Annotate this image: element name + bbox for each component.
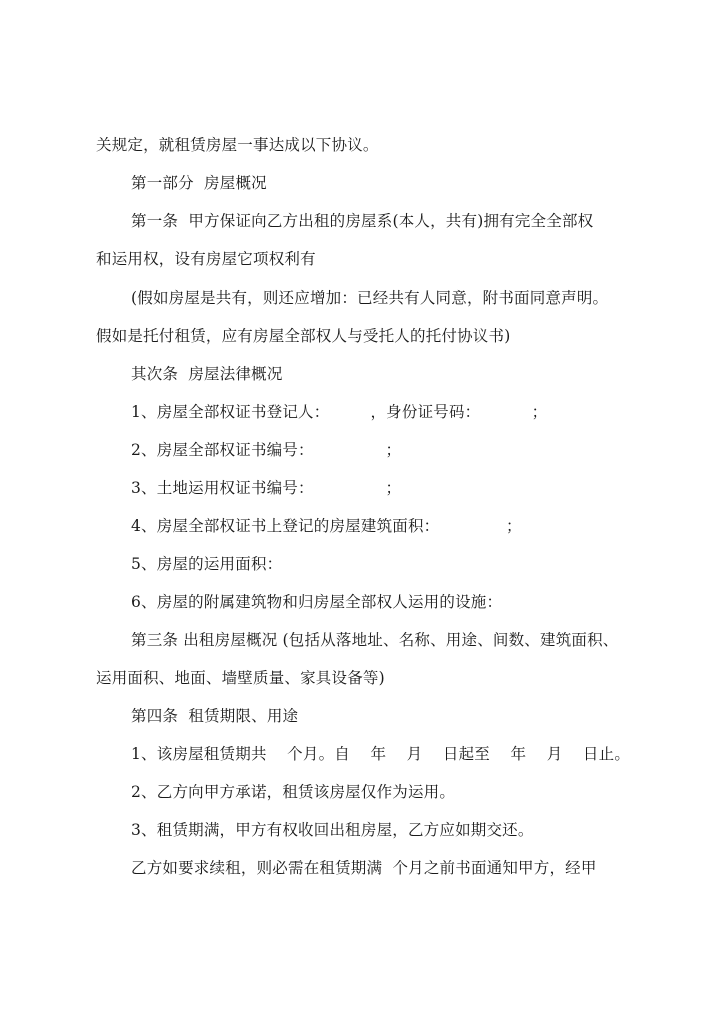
list-item: 1、该房屋租赁期共 个月。自 年 月 日起至 年 月 日止。 — [131, 745, 631, 763]
paragraph-line: 第一条 甲方保证向乙方出租的房屋系(本人，共有)拥有完全全部权 — [131, 212, 594, 230]
section-heading: 第一部分 房屋概况 — [131, 174, 267, 192]
list-item: 3、土地运用权证书编号： ； — [131, 479, 402, 497]
paragraph-line: 和运用权，设有房屋它项权利有 — [96, 250, 316, 268]
list-item: 1、房屋全部权证书登记人： ，身份证号码： ； — [131, 403, 548, 421]
list-item: 4、房屋全部权证书上登记的房屋建筑面积： ； — [131, 517, 522, 535]
list-item: 2、房屋全部权证书编号： ； — [131, 441, 402, 459]
list-item: 5、房屋的运用面积： — [131, 555, 283, 573]
paragraph-line: 运用面积、地面、墙壁质量、家具设备等) — [96, 669, 385, 687]
section-heading: 第三条 出租房屋概况 (包括从落地址、名称、用途、间数、建筑面积、 — [131, 631, 619, 649]
paragraph-line: 关规定，就租赁房屋一事达成以下协议。 — [96, 136, 379, 154]
list-item: 3、租赁期满，甲方有权收回出租房屋，乙方应如期交还。 — [131, 821, 534, 839]
section-heading: 第四条 租赁期限、用途 — [131, 707, 299, 725]
section-heading: 其次条 房屋法律概况 — [131, 365, 283, 383]
paragraph-line: (假如房屋是共有，则还应增加：已经共有人同意，附书面同意声明。 — [131, 289, 609, 307]
paragraph-line: 假如是托付租赁，应有房屋全部权人与受托人的托付协议书) — [96, 327, 511, 345]
paragraph-line: 乙方如要求续租，则必需在租赁期满 个月之前书面通知甲方，经甲 — [131, 859, 597, 877]
list-item: 6、房屋的附属建筑物和归房屋全部权人运用的设施： — [131, 593, 503, 611]
list-item: 2、乙方向甲方承诺，租赁该房屋仅作为运用。 — [131, 783, 456, 801]
